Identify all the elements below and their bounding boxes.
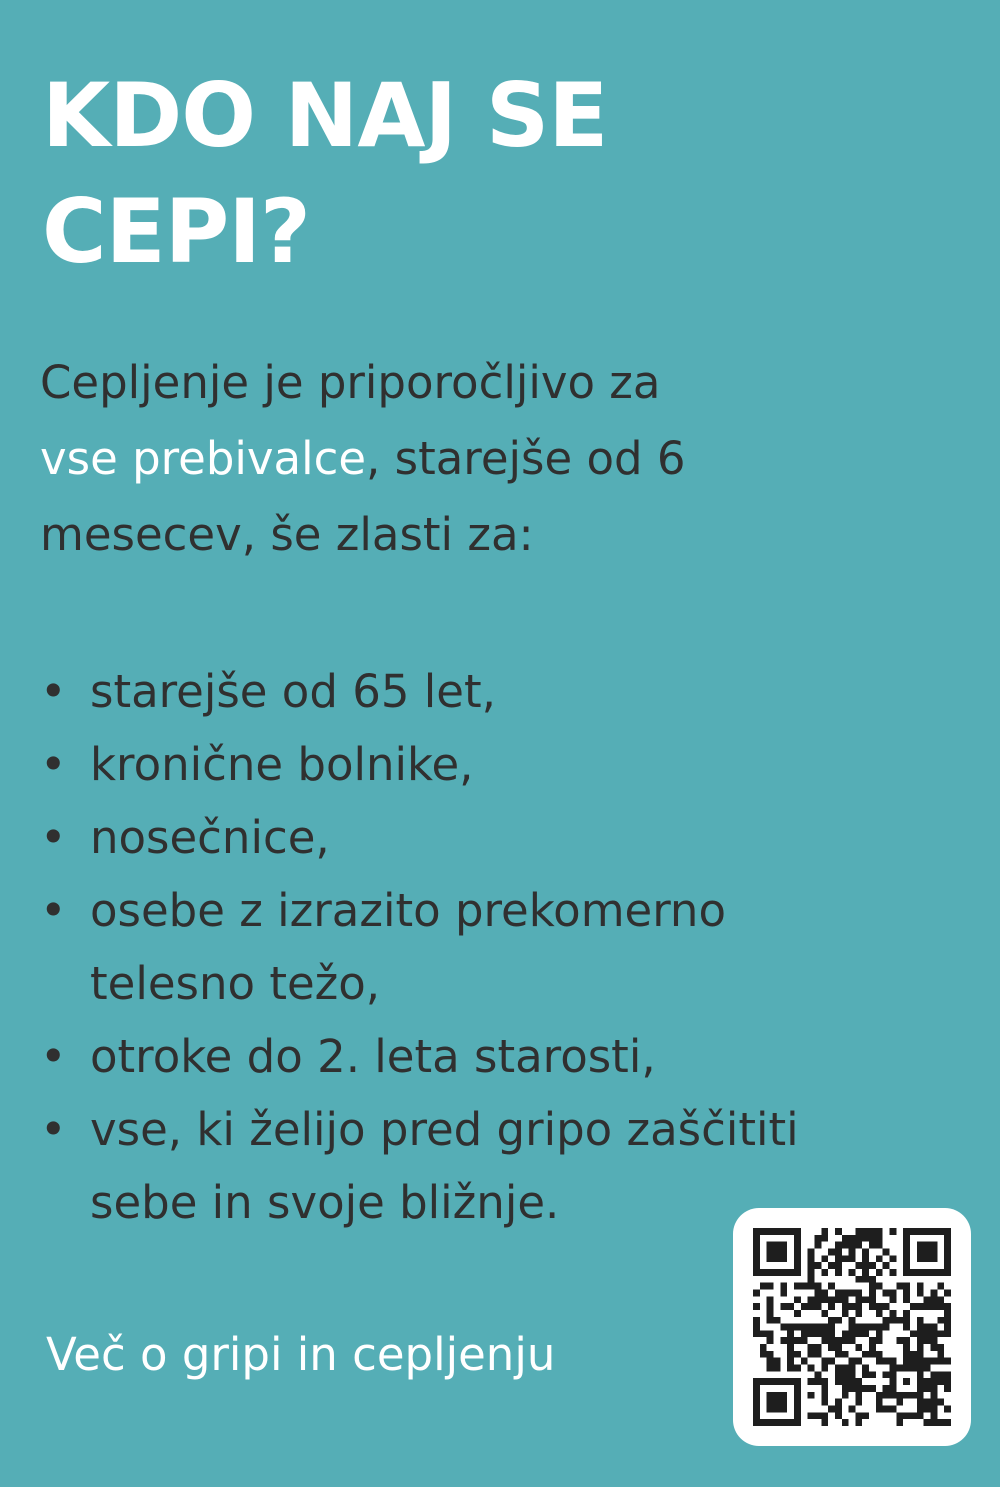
list-item-text-continued: telesno težo, — [90, 957, 381, 1010]
list-item-text-continued: sebe in svoje bližnje. — [90, 1176, 560, 1229]
list-item-text: nosečnice, — [90, 811, 330, 864]
list-item — [40, 655, 970, 728]
more-info-link[interactable]: Več o gripi in cepljenju — [46, 1328, 556, 1381]
bullet-icon: • — [40, 1103, 67, 1156]
qr-code-card[interactable] — [733, 1208, 971, 1446]
page-title-line-2: CEPI? — [42, 180, 310, 283]
list-item-text: vse, ki želijo pred gripo zaščititi — [90, 1103, 799, 1156]
qr-code-icon — [753, 1228, 951, 1426]
intro-line-1: Cepljenje je priporočljivo za — [40, 356, 661, 409]
list-item — [40, 728, 970, 801]
list-item — [40, 801, 970, 874]
page-title-line-1: KDO NAJ SE — [42, 64, 608, 167]
intro-highlight: vse prebivalce — [40, 432, 367, 485]
target-groups-list — [40, 655, 970, 1239]
page-title — [42, 58, 942, 290]
list-item-text: kronične bolnike, — [90, 738, 474, 791]
intro-line-3: mesecev, še zlasti za: — [40, 508, 534, 561]
bullet-icon: • — [40, 884, 67, 937]
list-item-text: starejše od 65 let, — [90, 665, 496, 718]
list-item-text: osebe z izrazito prekomerno — [90, 884, 726, 937]
intro-line-2-rest: , starejše od 6 — [366, 432, 686, 485]
bullet-icon: • — [40, 738, 67, 791]
bullet-icon: • — [40, 1030, 67, 1083]
list-item — [40, 874, 970, 1020]
intro-paragraph — [40, 345, 960, 573]
list-item-text: otroke do 2. leta starosti, — [90, 1030, 656, 1083]
bullet-icon: • — [40, 811, 67, 864]
bullet-icon: • — [40, 665, 67, 718]
list-item — [40, 1020, 970, 1093]
